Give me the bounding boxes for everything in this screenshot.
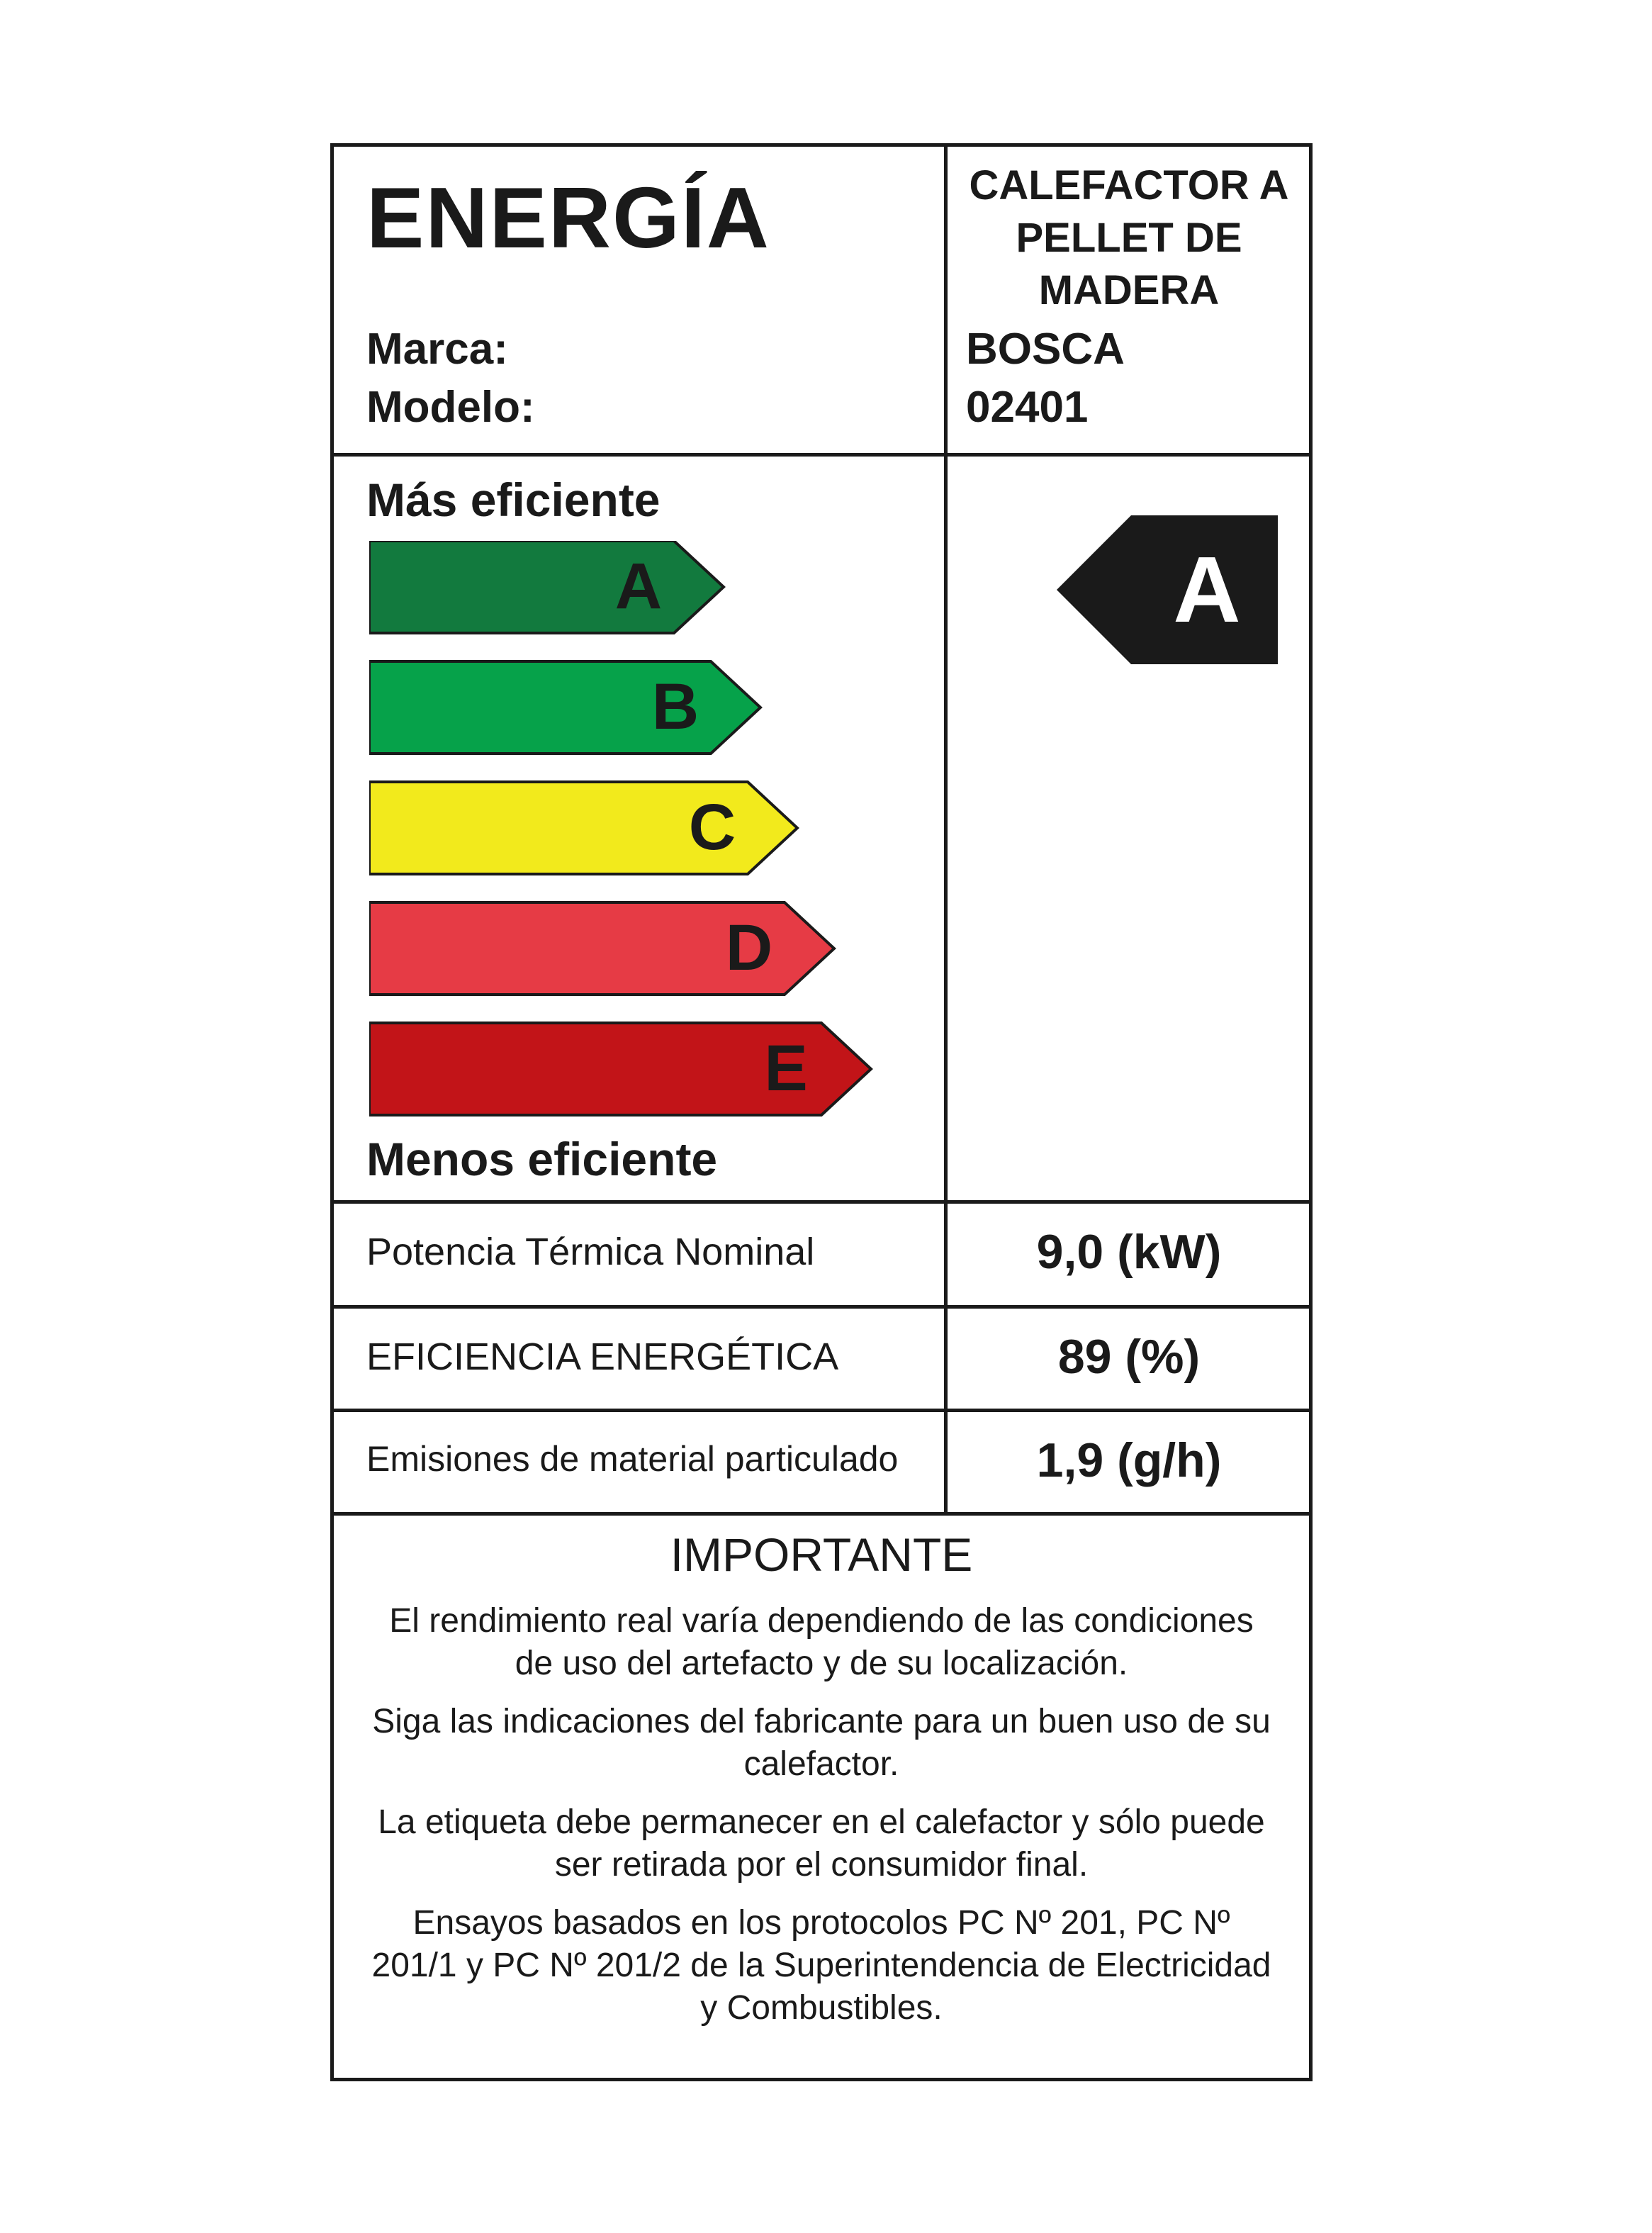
spec-label-efficiency: EFICIENCIA ENERGÉTICA	[366, 1336, 839, 1378]
class-bar-b-letter: B	[651, 671, 699, 743]
spec-label-emissions: Emisiones de material particulado	[366, 1439, 899, 1479]
spec-value-power: 9,0 (kW)	[1036, 1225, 1222, 1279]
scale-divider	[334, 1200, 1309, 1204]
product-type-line: MADERA	[1038, 267, 1220, 313]
note-line: La etiqueta debe permanecer en el calefactor y sólo puede	[378, 1803, 1265, 1841]
class-bar-a-shape	[369, 541, 724, 633]
note-line: ser retirada por el consumidor final.	[554, 1846, 1089, 1884]
header-divider	[334, 453, 1309, 457]
spec-divider-1	[334, 1305, 1309, 1309]
important-note	[362, 1902, 1281, 2030]
spec-divider-2	[334, 1409, 1309, 1412]
model-value: 02401	[966, 383, 1089, 432]
label-title: ENERGÍA	[366, 169, 770, 266]
note-line: Siga las indicaciones del fabricante para un buen uso de su	[372, 1703, 1271, 1740]
class-bar-b	[369, 661, 760, 754]
class-bar-e-letter: E	[764, 1032, 808, 1104]
note-line: de uso del artefacto y de su localización.	[515, 1645, 1128, 1682]
class-bar-a-letter: A	[614, 550, 663, 622]
spec-value-emissions: 1,9 (g/h)	[1036, 1433, 1222, 1487]
important-title: IMPORTANTE	[670, 1528, 973, 1581]
least-efficient-label: Menos eficiente	[366, 1133, 718, 1185]
most-efficient-label: Más eficiente	[366, 474, 661, 526]
class-bar-a	[369, 541, 724, 633]
model-label: Modelo:	[366, 383, 535, 432]
class-bar-c	[369, 782, 797, 874]
important-note	[362, 1600, 1281, 1685]
note-line: y Combustibles.	[700, 1989, 943, 2027]
class-bar-c-letter: C	[688, 791, 736, 863]
product-type	[949, 160, 1309, 317]
rating-letter: A	[1173, 537, 1241, 642]
class-bar-b-shape	[369, 661, 760, 754]
class-bar-d-letter: D	[725, 912, 773, 984]
column-divider	[944, 147, 948, 1515]
energy-label	[330, 143, 1313, 2081]
rating-arrow-icon	[1057, 515, 1278, 664]
product-type-line: PELLET DE	[1016, 215, 1242, 261]
note-line: 201/1 y PC Nº 201/2 de la Superintendencia de Electricidad	[371, 1947, 1271, 1984]
note-line: El rendimiento real varía dependiendo de las condiciones	[389, 1602, 1254, 1640]
note-line: calefactor.	[743, 1745, 899, 1783]
spec-divider-3	[334, 1512, 1309, 1516]
class-bar-e	[369, 1023, 871, 1115]
spec-label-power: Potencia Térmica Nominal	[366, 1231, 815, 1273]
spec-value-efficiency: 89 (%)	[1057, 1330, 1201, 1384]
efficiency-scale	[369, 541, 936, 1122]
important-note	[362, 1701, 1281, 1786]
important-note	[362, 1801, 1281, 1886]
rating-badge	[1057, 515, 1278, 664]
brand-label: Marca:	[366, 325, 508, 374]
product-type-line: CALEFACTOR A	[969, 162, 1289, 208]
note-line: Ensayos basados en los protocolos PC Nº 201, PC Nº	[412, 1904, 1230, 1942]
brand-value: BOSCA	[966, 325, 1125, 374]
class-bar-d	[369, 902, 834, 995]
